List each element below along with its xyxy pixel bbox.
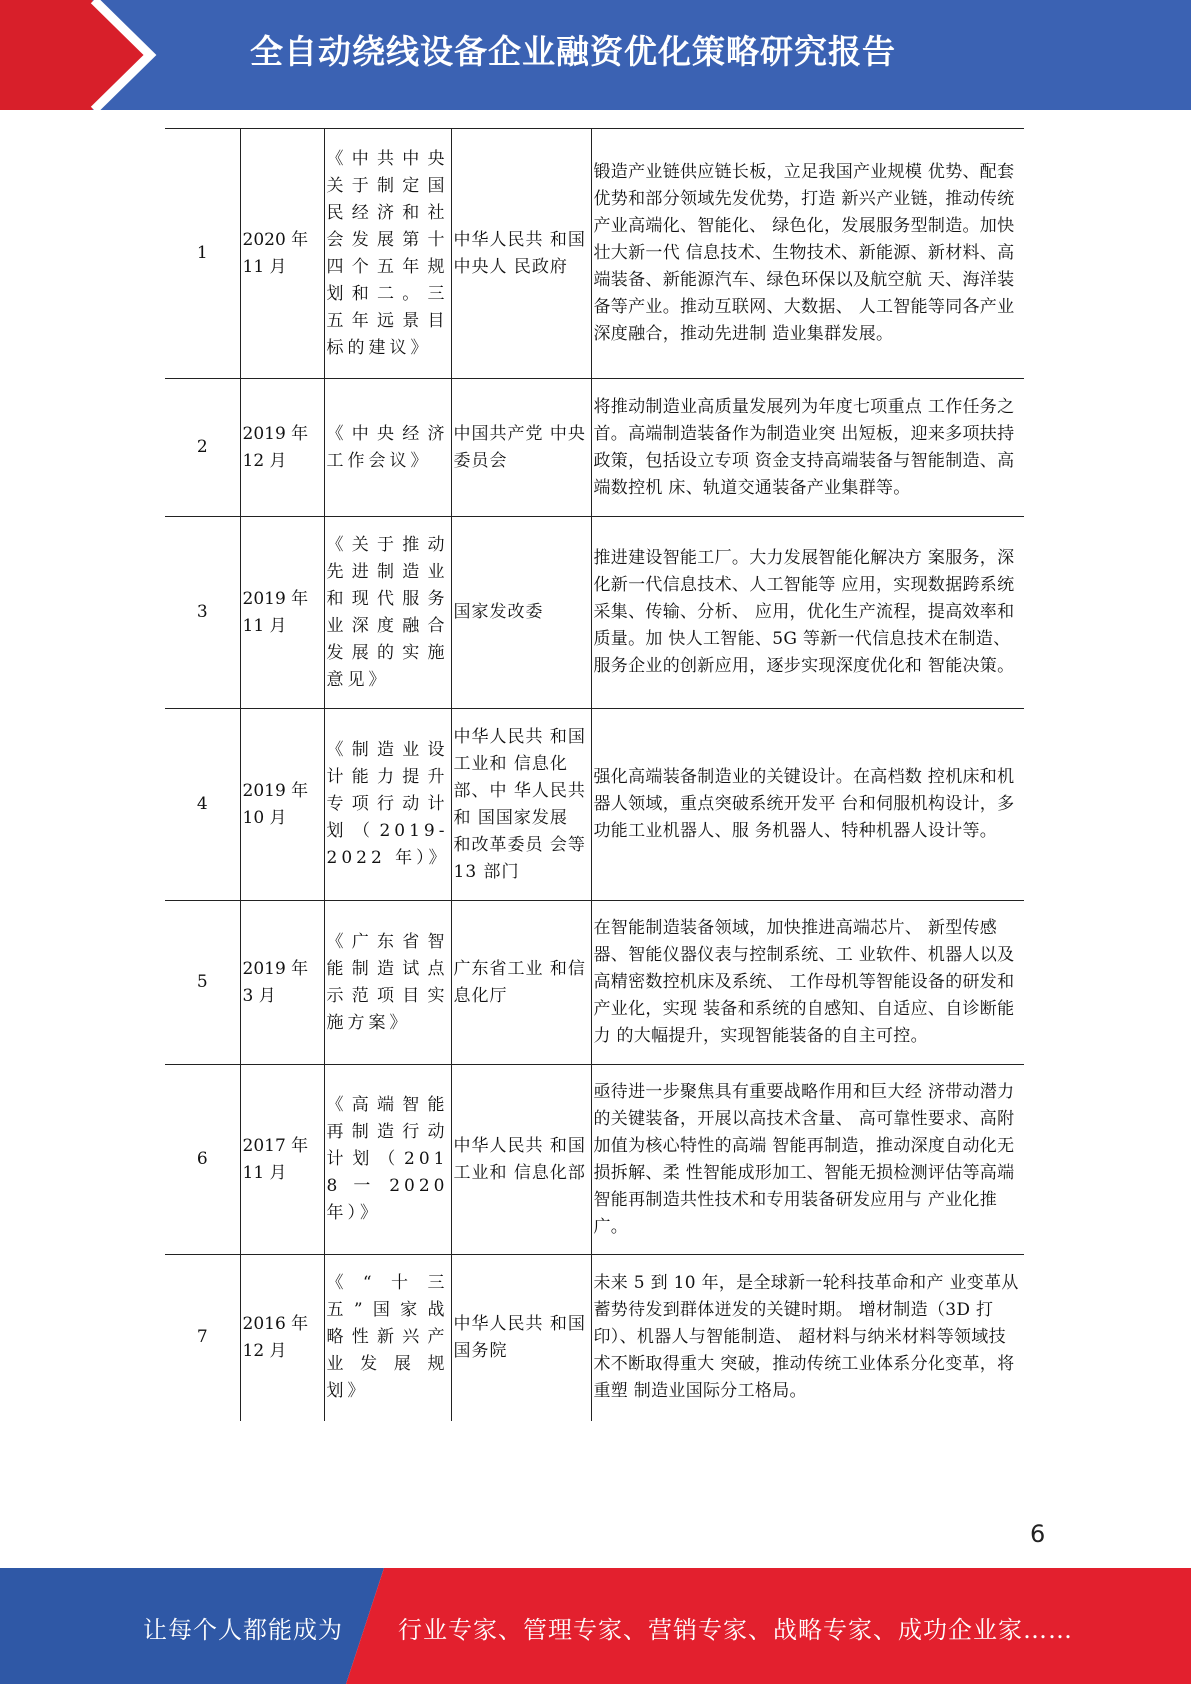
issuing-body: 中国共产党 中央委员会 bbox=[451, 379, 591, 517]
issue-date: 2019 年 10 月 bbox=[240, 709, 324, 901]
issuing-body: 广东省工业 和信息化厅 bbox=[451, 901, 591, 1065]
policy-document: 《关于推动先进制造业和现代服务业深度融合发展的实施意见》 bbox=[324, 517, 451, 709]
issue-date: 2016 年 12 月 bbox=[240, 1255, 324, 1421]
policy-content: 亟待进一步聚焦具有重要战略作用和巨大经 济带动潜力的关键装备，开展以高技术含量、 高可靠性要求、高附加值为核心特性的高端 智能再制造，推动深度自动化无损拆解、柔 性智能成形加工、智能无损检测评估等高端 智能再制造共性技术和专用装备研发应用与 产业化推广。 bbox=[591, 1065, 1024, 1255]
issue-date: 2017 年 11 月 bbox=[240, 1065, 324, 1255]
page-footer bbox=[0, 1568, 1191, 1684]
table-row bbox=[165, 901, 1024, 1065]
policy-content: 锻造产业链供应链长板，立足我国产业规模 优势、配套优势和部分领域先发优势，打造 新兴产业链，推动传统产业高端化、智能化、 绿色化，发展服务型制造。加快壮大新一代 信息技术、生物技术、新能源、新材料、高 端装备、新能源汽车、绿色环保以及航空航 天、海洋装备等产业。推动互联网、大数据、 人工智能等同各产业深度融合，推动先进制 造业集群发展。 bbox=[591, 129, 1024, 379]
issue-date: 2019 年 12 月 bbox=[240, 379, 324, 517]
table-row bbox=[165, 129, 1024, 379]
policy-document: 《中央经济工作会议》 bbox=[324, 379, 451, 517]
policy-content: 在智能制造装备领域，加快推进高端芯片、 新型传感器、智能仪器仪表与控制系统、工 业软件、机器人以及高精密数控机床及系统、 工作母机等智能设备的研发和产业化，实现 装备和系统的自感知、自适应、自诊断能力 的大幅提升，实现智能装备的自主可控。 bbox=[591, 901, 1024, 1065]
policy-content: 将推动制造业高质量发展列为年度七项重点 工作任务之首。高端制造装备作为制造业突 出短板，迎来多项扶持政策，包括设立专项 资金支持高端装备与智能制造、高端数控机 床、轨道交通装备产业集群等。 bbox=[591, 379, 1024, 517]
issue-date: 2019 年 11 月 bbox=[240, 517, 324, 709]
footer-slogan-right: 行业专家、管理专家、营销专家、战略专家、成功企业家…… bbox=[398, 1616, 1073, 1644]
issuing-body: 中华人民共 和国国务院 bbox=[451, 1255, 591, 1421]
row-number: 4 bbox=[165, 709, 240, 901]
issuing-body: 中华人民共 和国工业和 信息化部、中 华人民共和 国国家发展 和改革委员 会等 13 部门 bbox=[451, 709, 591, 901]
issuing-body: 中华人民共 和国中央人 民政府 bbox=[451, 129, 591, 379]
policy-document: 《高端智能再制造行动计划（2018 一 2020 年）》 bbox=[324, 1065, 451, 1255]
page-header bbox=[0, 0, 1191, 110]
policy-document: 《制造业设计能力提升专项行动计划（2019-2022 年）》 bbox=[324, 709, 451, 901]
table-row bbox=[165, 709, 1024, 901]
issue-date: 2019 年 3 月 bbox=[240, 901, 324, 1065]
policy-document: 《“十三五”国家战 略性新兴产 业发展规 划》 bbox=[324, 1255, 451, 1421]
report-title: 全自动绕线设备企业融资优化策略研究报告 bbox=[250, 32, 896, 71]
table-row bbox=[165, 1255, 1024, 1421]
row-number: 7 bbox=[196, 1327, 208, 1348]
row-number: 2 bbox=[165, 379, 240, 517]
issuing-body: 中华人民共 和国工业和 信息化部 bbox=[451, 1065, 591, 1255]
policy-content: 推进建设智能工厂。大力发展智能化解决方 案服务，深化新一代信息技术、人工智能等 应用，实现数据跨系统采集、传输、分析、 应用，优化生产流程，提高效率和质量。加 快人工智能、5G 等新一代信息技术在制造、 服务企业的创新应用，逐步实现深度优化和 智能决策。 bbox=[591, 517, 1024, 709]
policy-document: 《中共中央关于制定国民经济和社会发展第十四个五年规划和二。三五年远景目标的建议》 bbox=[324, 129, 451, 379]
issue-date: 2020 年 11 月 bbox=[240, 129, 324, 379]
policy-table bbox=[165, 128, 1024, 1421]
row-number: 5 bbox=[165, 901, 240, 1065]
row-number: 3 bbox=[165, 517, 240, 709]
policy-document: 《广东省智能制造试点示范项目实施方案》 bbox=[324, 901, 451, 1065]
row-number: 6 bbox=[165, 1065, 240, 1255]
table-row bbox=[165, 1065, 1024, 1255]
table-row bbox=[165, 517, 1024, 709]
page-number: 6 bbox=[1030, 1520, 1046, 1548]
row-number: 1 bbox=[165, 129, 240, 379]
policy-content: 强化高端装备制造业的关键设计。在高档数 控机床和机器人领域，重点突破系统开发平 台和伺服机构设计，多功能工业机器人、服 务机器人、特种机器人设计等。 bbox=[591, 709, 1024, 901]
header-chevron-decoration bbox=[0, 0, 160, 110]
table-row bbox=[165, 379, 1024, 517]
policy-content: 未来 5 到 10 年，是全球新一轮科技革命和产 业变革从蓄势待发到群体迸发的关键时期。 增材制造（3D 打印）、机器人与智能制造、 超材料与纳米材料等领域技术不断取得重大 突破，推动传统工业体系分化变革，将重塑 制造业国际分工格局。 bbox=[591, 1255, 1024, 1421]
footer-slogan-left: 让每个人都能成为 bbox=[143, 1616, 343, 1644]
issuing-body: 国家发改委 bbox=[451, 517, 591, 709]
